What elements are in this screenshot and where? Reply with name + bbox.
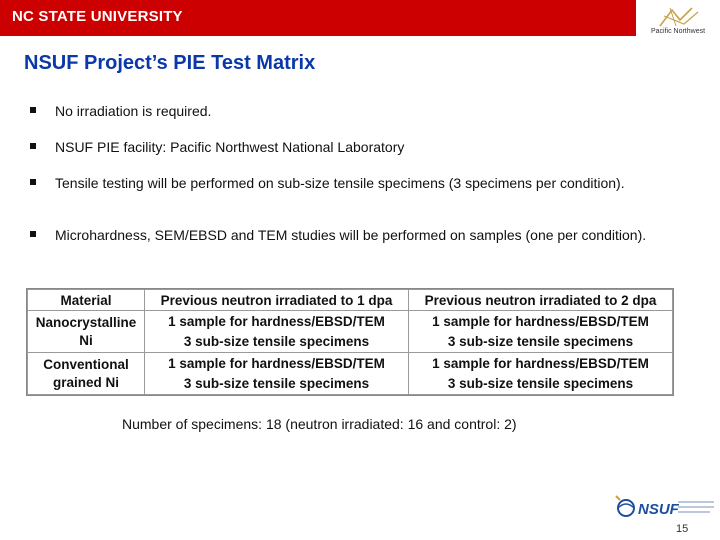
header-bar — [0, 0, 636, 36]
table-header-cell: Previous neutron irradiated to 1 dpa — [145, 290, 409, 311]
table-cell — [409, 311, 673, 353]
table-cell — [145, 311, 409, 353]
pnnl-logo — [640, 4, 716, 42]
page-number: 15 — [676, 523, 689, 535]
test-matrix-table — [26, 288, 674, 396]
slide-title: NSUF Project’s PIE Test Matrix — [24, 52, 316, 74]
table-header-row — [28, 290, 673, 311]
bullet-text: Tensile testing will be performed on sub-size tensile specimens (3 specimens per condition). — [55, 175, 625, 191]
cell-line: 1 sample for hardness/EBSD/TEM — [432, 355, 649, 371]
table-cell-material — [28, 353, 145, 395]
bullet-text: No irradiation is required. — [55, 103, 212, 119]
table-cell — [409, 353, 673, 395]
table-header-cell: Material — [28, 290, 145, 311]
specimen-count-note: Number of specimens: 18 (neutron irradiated: 16 and control: 2) — [122, 416, 517, 432]
nc-state-logo: NC STATE UNIVERSITY — [12, 8, 183, 25]
bullet-square-icon — [30, 107, 36, 113]
pie-table — [27, 289, 673, 395]
bullet-text: NSUF PIE facility: Pacific Northwest National Laboratory — [55, 139, 405, 155]
nsuf-globe-icon — [614, 494, 718, 520]
nsuf-logo — [614, 494, 718, 520]
material-name: Conventional grained Ni — [43, 356, 129, 390]
cell-line: 3 sub-size tensile specimens — [183, 375, 370, 391]
pnnl-logo-text: Pacific Northwest — [650, 28, 706, 35]
cell-line: 1 sample for hardness/EBSD/TEM — [168, 313, 385, 329]
bullet-text: Microhardness, SEM/EBSD and TEM studies will be performed on samples (one per condition). — [55, 227, 647, 243]
cell-line: 1 sample for hardness/EBSD/TEM — [168, 355, 385, 371]
table-row — [28, 353, 673, 395]
table-cell-material — [28, 311, 145, 353]
bullet-square-icon — [30, 143, 36, 149]
table-row — [28, 311, 673, 353]
cell-line: 3 sub-size tensile specimens — [183, 333, 370, 349]
bullet-square-icon — [30, 231, 36, 237]
cell-line: 1 sample for hardness/EBSD/TEM — [432, 313, 649, 329]
cell-line: 3 sub-size tensile specimens — [447, 375, 634, 391]
material-name: Nanocrystalline Ni — [35, 314, 137, 348]
pnnl-swoosh-icon — [640, 4, 716, 30]
table-header-cell: Previous neutron irradiated to 2 dpa — [409, 290, 673, 311]
nsuf-logo-text: NSUF — [638, 501, 679, 518]
cell-line: 3 sub-size tensile specimens — [447, 333, 634, 349]
table-cell — [145, 353, 409, 395]
bullet-square-icon — [30, 179, 36, 185]
